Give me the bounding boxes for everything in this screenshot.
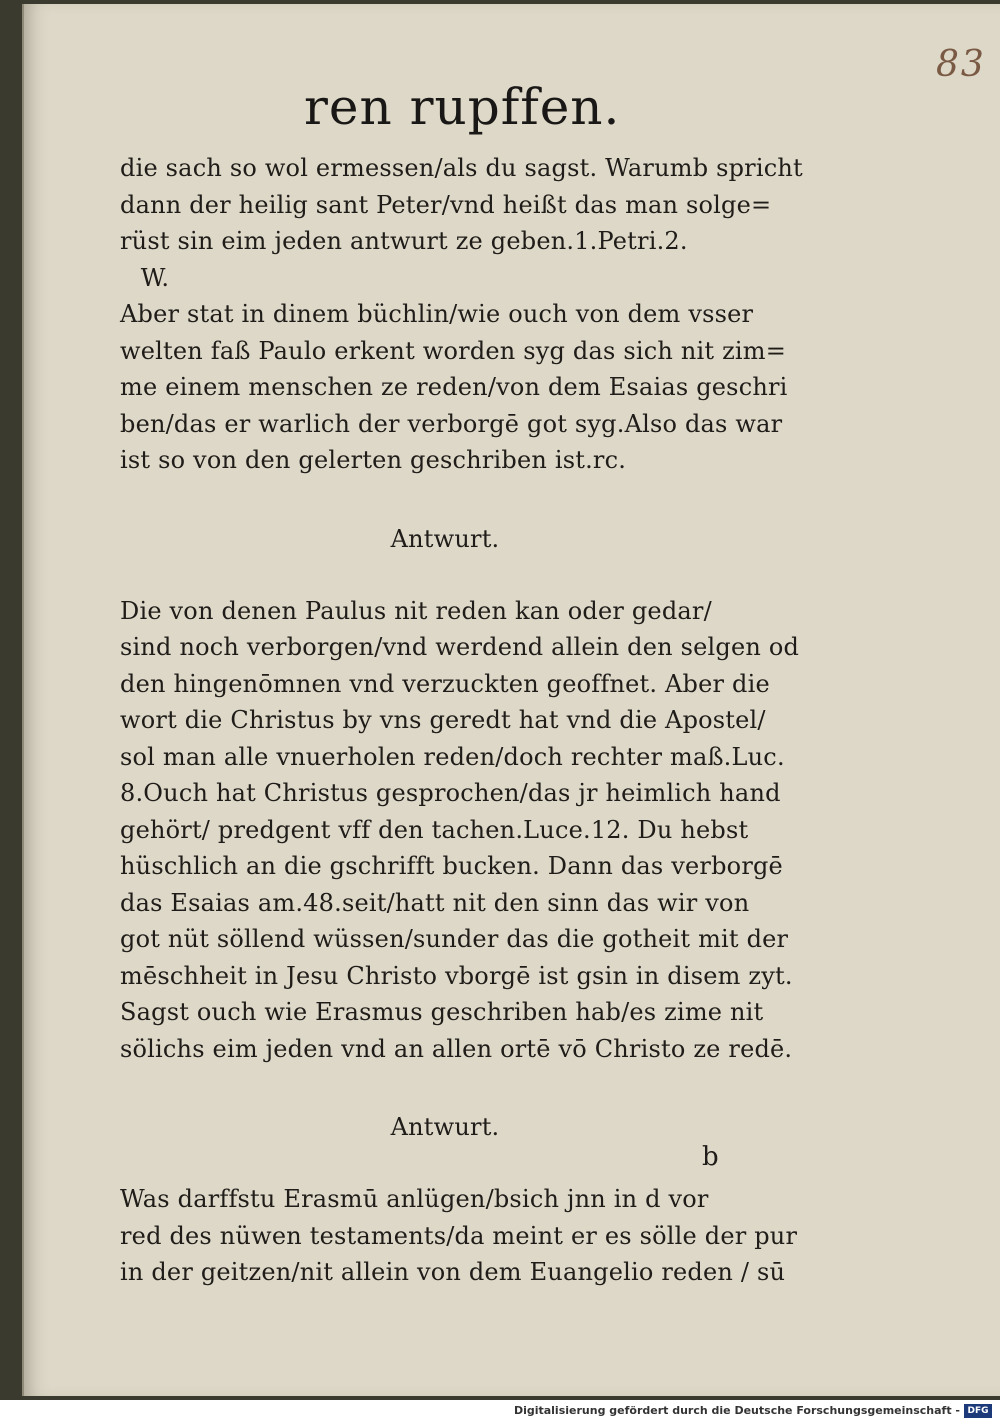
text-line: wort die Christus by vns geredt hat vnd die Apostel/ bbox=[120, 706, 766, 734]
text-line: dann der heilig sant Peter/vnd heißt das man solge= bbox=[120, 190, 772, 219]
text-line: den hingenōmnen vnd verzuckten geoffnet. Aber die bbox=[120, 669, 770, 698]
folio-number: 83 bbox=[936, 44, 986, 85]
text-line: in der geitzen/nit allein von dem Euangelio reden / sū bbox=[120, 1258, 786, 1286]
text-line: welten faß Paulo erkent worden syg das sich nit zim= bbox=[120, 336, 787, 365]
text-line: mēschheit in Jesu Christo vborgē ist gsin in disem zyt. bbox=[120, 961, 793, 990]
section-heading: Antwurt. bbox=[390, 524, 500, 553]
book-page bbox=[22, 4, 1000, 1396]
text-line: das Esaias am.48.seit/hatt nit den sinn das wir von bbox=[120, 888, 750, 917]
text-line: Aber stat in dinem büchlin/wie ouch von dem vsser bbox=[120, 300, 754, 328]
text-line: got nüt söllend wüssen/sunder das die gotheit mit der bbox=[120, 925, 789, 953]
signature-mark: b bbox=[702, 1142, 719, 1172]
footer-bar bbox=[0, 1400, 1000, 1422]
text-line: 8.Ouch hat Christus gesprochen/das jr heimlich hand bbox=[120, 779, 781, 807]
paragraph-2 bbox=[120, 296, 788, 479]
text-line: Sagst ouch wie Erasmus geschriben hab/es zime nit bbox=[120, 998, 764, 1026]
text-line: Die von denen Paulus nit reden kan oder gedar/ bbox=[120, 596, 712, 625]
text-line: sind noch verborgen/vnd werdend allein den selgen od bbox=[120, 633, 800, 661]
dfg-logo: DFG bbox=[964, 1404, 992, 1418]
section-mark: W. bbox=[140, 263, 170, 292]
text-line: rüst sin eim jeden antwurt ze geben.1.Petri.2. bbox=[120, 227, 688, 255]
spacer bbox=[120, 1147, 770, 1181]
text-line: me einem menschen ze reden/von dem Esaias geschri bbox=[120, 373, 788, 401]
text-line: die sach so wol ermessen/als du sagst. Warumb spricht bbox=[120, 154, 803, 182]
text-line: ben/das er warlich der verborgē got syg.Also das war bbox=[120, 409, 783, 438]
spacer bbox=[120, 479, 770, 519]
spacer bbox=[120, 1067, 770, 1107]
spacer bbox=[120, 559, 770, 593]
text-line: red des nüwen testaments/da meint er es sölle der pur bbox=[120, 1221, 798, 1250]
text-line: sölichs eim jeden vnd an allen ortē vō Christo ze redē. bbox=[120, 1034, 793, 1063]
text-line: gehört/ predgent vff den tachen.Luce.12. Du hebst bbox=[120, 815, 749, 844]
text-line: sol man alle vnuerholen reden/doch rechter maß.Luc. bbox=[120, 742, 785, 771]
paragraph-4 bbox=[120, 1181, 798, 1291]
paragraph-3 bbox=[120, 593, 800, 1068]
running-head: ren rupffen. bbox=[304, 78, 621, 136]
section-heading: Antwurt. bbox=[390, 1113, 500, 1141]
text-line: Was darffstu Erasmū anlügen/bsich jnn in d vor bbox=[120, 1185, 709, 1213]
text-line: hüschlich an die gschrifft bucken. Dann das verborgē bbox=[120, 852, 783, 880]
paragraph-1 bbox=[120, 150, 803, 260]
text-line: ist so von den gelerten geschriben ist.rc. bbox=[120, 446, 627, 474]
text-block bbox=[120, 150, 803, 1291]
funding-credit: Digitalisierung gefördert durch die Deutsche Forschungsgemeinschaft - bbox=[513, 1404, 960, 1417]
